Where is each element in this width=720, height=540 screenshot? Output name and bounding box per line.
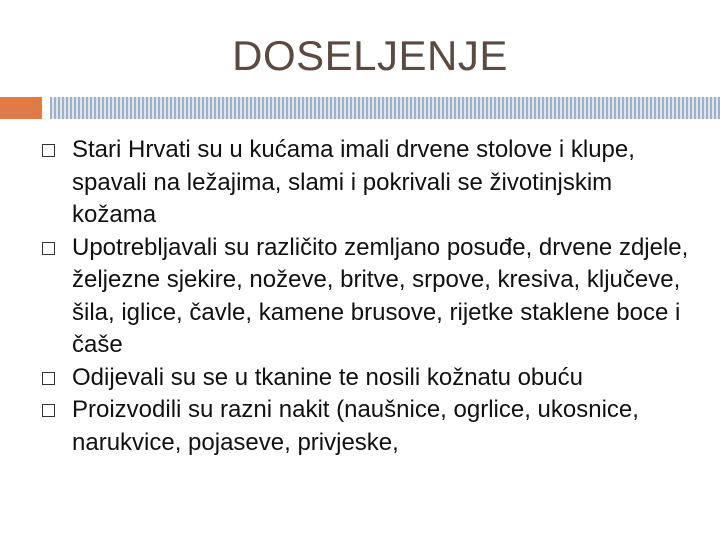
bullet-item [42, 232, 702, 362]
hollow-square-icon [42, 242, 55, 255]
bullet-text: Odijevali su se u tkanine te nosili kožnatu obuću [72, 363, 583, 391]
accent-bar [0, 97, 42, 119]
slide-title: DOSELJENJE [232, 32, 508, 79]
hollow-square-icon [42, 144, 55, 157]
bullet-text: Upotrebljavali su različito zemljano posuđe, drvene zdjele, željezne sjekire, noževe, britve, srpove, kresiva, ključeve, šila, iglice, čavle, kamene brusove, rijetke staklene boce i čaše [72, 233, 689, 358]
hollow-square-icon [42, 372, 55, 385]
bullet-text: Proizvodili su razni nakit (naušnice, ogrlice, ukosnice, narukvice, pojaseve, privjeske, [72, 396, 639, 456]
bullet-item [42, 134, 702, 232]
bullet-item [42, 362, 702, 395]
bullet-text: Stari Hrvati su u kućama imali drvene stolove i klupe, spavali na ležajima, slami i pokrivali se životinjskim kožama [72, 136, 635, 228]
bullet-item [42, 394, 702, 459]
hollow-square-icon [42, 404, 55, 417]
bullet-list [42, 134, 702, 459]
header-band [50, 97, 720, 119]
